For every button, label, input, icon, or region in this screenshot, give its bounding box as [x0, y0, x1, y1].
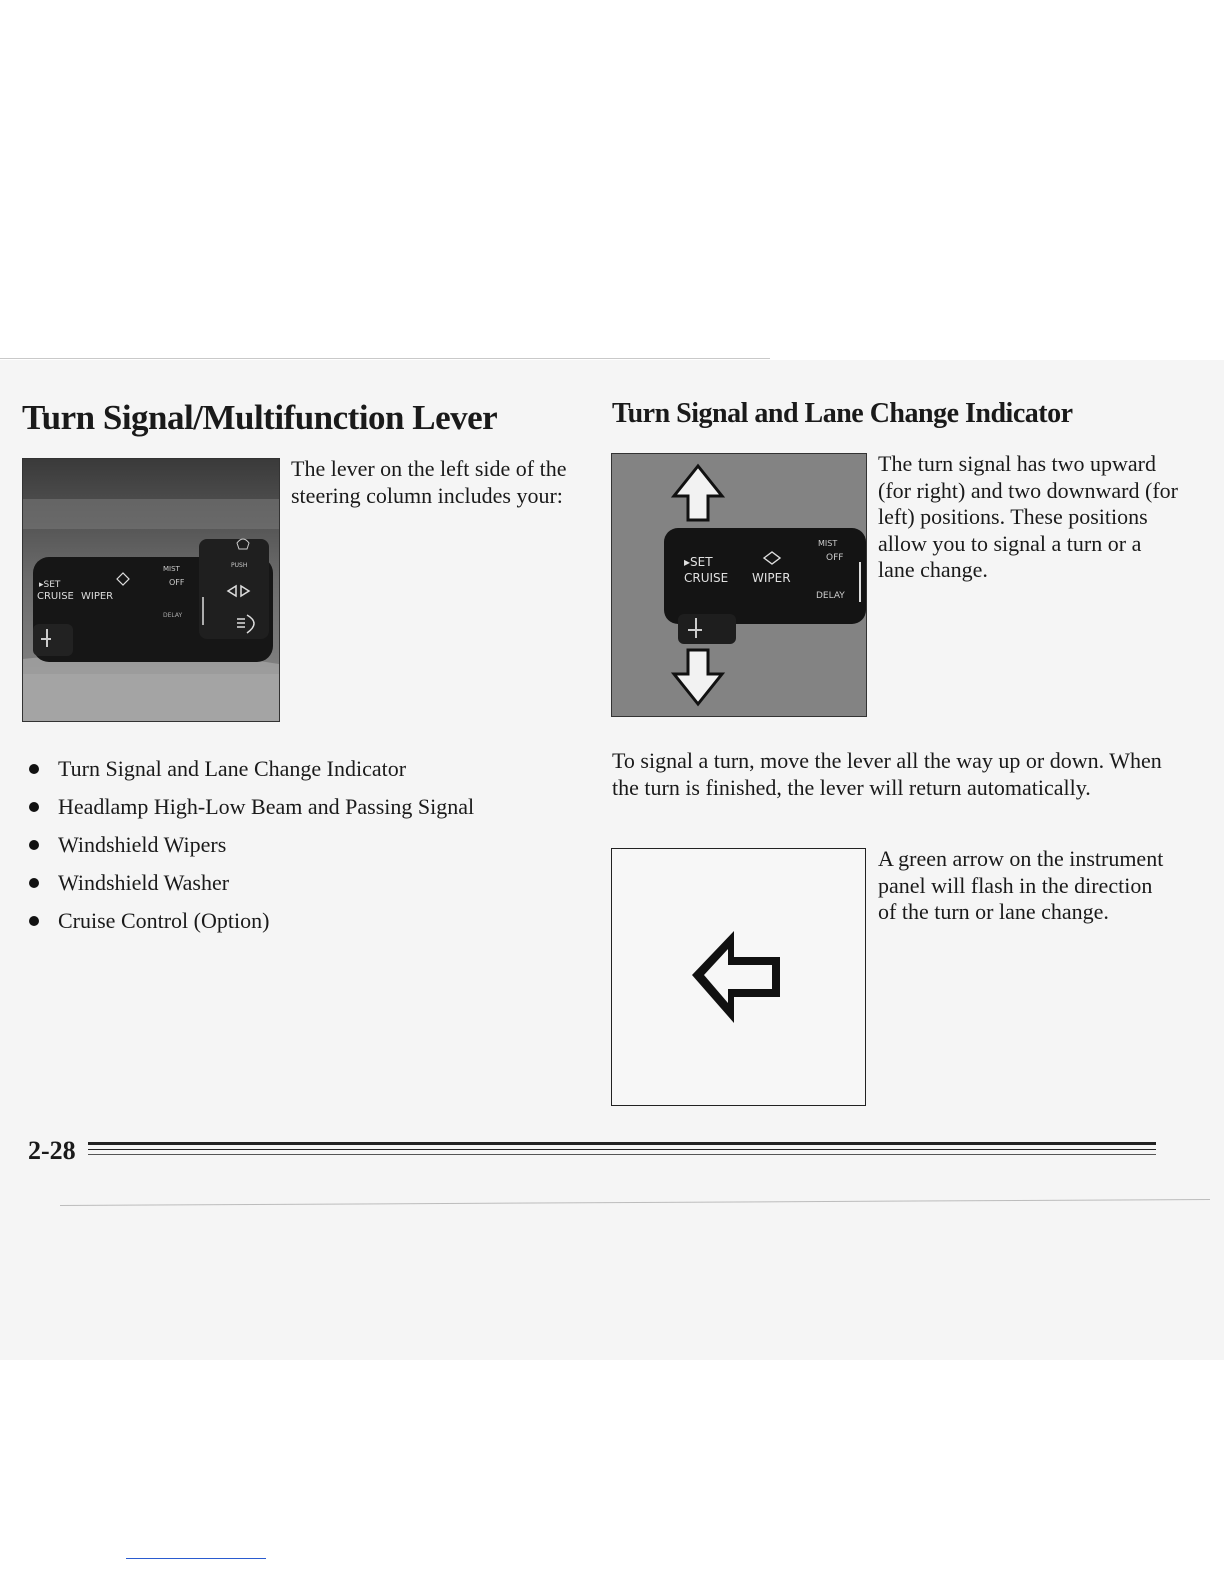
photo-right-cruise-label: CRUISE [684, 571, 729, 585]
photo-left-push-label: PUSH [231, 562, 248, 569]
turn-signal-lever-photo [611, 453, 867, 717]
photo-right-set-label: ▸SET [684, 555, 713, 569]
green-arrow-text: A green arrow on the instrument panel will flash in the direction of the turn or lane change. [878, 846, 1164, 924]
page-number: 2-28 [28, 1136, 76, 1165]
instrument-panel-arrow-figure [611, 848, 866, 1106]
left-intro-text: The lever on the left side of the steering column includes your: [291, 456, 567, 508]
photo-right-mist-label: MIST [818, 539, 838, 548]
top-rule [0, 358, 770, 359]
photo-left-mist-label: MIST [163, 565, 180, 573]
bullet-icon [29, 840, 39, 850]
bottom-rule [88, 1142, 1156, 1160]
list-item: Turn Signal and Lane Change Indicator [26, 750, 474, 788]
list-item: Windshield Wipers [26, 826, 474, 864]
left-arrow-icon [688, 925, 788, 1035]
photo-left-cruise-label: CRUISE [37, 591, 74, 602]
photo-right-delay-label: DELAY [816, 591, 845, 601]
list-item: Headlamp High-Low Beam and Passing Signal [26, 788, 474, 826]
bullet-icon [29, 802, 39, 812]
feature-list [26, 750, 474, 940]
photo-right-off-label: OFF [826, 553, 844, 563]
bullet-icon [29, 878, 39, 888]
photo-left-delay-label: DELAY [163, 612, 183, 619]
photo-left-set-label: ▸SET [39, 580, 61, 590]
blue-rule [126, 1558, 266, 1559]
photo-left-wiper-label: WIPER [81, 591, 114, 602]
photo-right-wiper-label: WIPER [752, 571, 791, 585]
multifunction-lever-photo [22, 458, 280, 722]
list-item: Windshield Washer [26, 864, 474, 902]
left-section-title: Turn Signal/Multifunction Lever [22, 398, 498, 437]
right-section-title: Turn Signal and Lane Change Indicator [612, 398, 1073, 429]
bullet-icon [29, 764, 39, 774]
right-body-text: To signal a turn, move the lever all the way up or down. When the turn is finished, the lever will return automatically. [612, 748, 1162, 800]
photo-left-off-label: OFF [169, 578, 185, 587]
right-intro-text: The turn signal has two upward (for right) and two downward (for left) positions. These positions allow you to signal a turn or a lane change. [878, 451, 1178, 582]
list-item: Cruise Control (Option) [26, 902, 474, 940]
bullet-icon [29, 916, 39, 926]
